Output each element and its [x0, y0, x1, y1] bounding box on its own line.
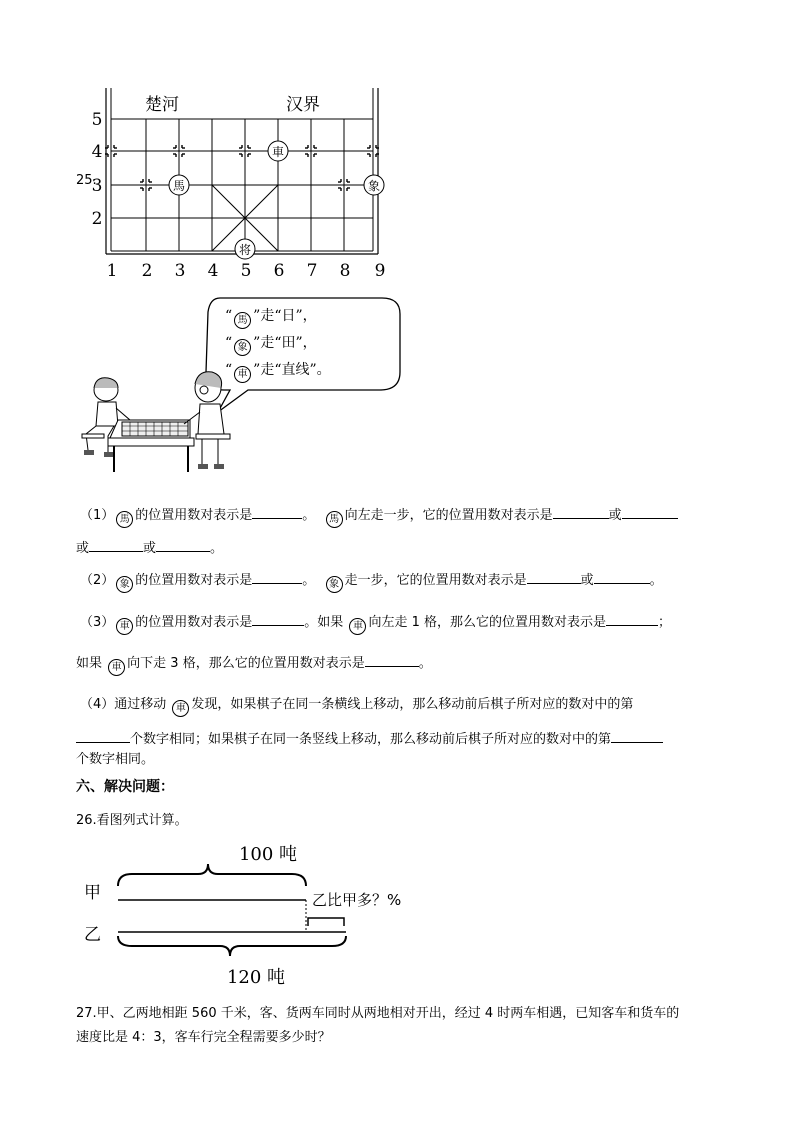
svg-text:将: 将	[238, 243, 252, 257]
q25-sub4-line1: （4）通过移动 車 发现，如果棋子在同一条横线上移动，那么移动前后棋子所对应的数对中的第	[80, 696, 633, 717]
ma-icon: 馬	[234, 312, 251, 329]
bubble-text: “ 馬 ”走“日”， “ 象 ”走“田”， “ 車 ”走“直线”。	[225, 303, 331, 384]
question-26: 26.看图列式计算。	[76, 813, 188, 828]
svg-text:車: 車	[271, 145, 285, 159]
che-icon: 車	[172, 700, 189, 717]
y-axis-label: 2	[91, 209, 103, 229]
top-label: 100 吨	[238, 844, 298, 865]
answer-blank[interactable]	[594, 570, 650, 584]
bottom-label: 120 吨	[226, 967, 286, 988]
xiang-icon: 象	[234, 339, 251, 356]
question-number-25: 25.	[76, 173, 97, 188]
che-icon: 車	[108, 659, 125, 676]
answer-blank[interactable]	[553, 505, 609, 519]
svg-text:馬: 馬	[172, 179, 186, 193]
answer-blank[interactable]	[76, 729, 130, 743]
y-axis-label: 5	[91, 110, 103, 130]
xiang-icon: 象	[326, 576, 343, 593]
x-axis-label: 3	[174, 261, 186, 281]
answer-blank[interactable]	[606, 612, 658, 626]
answer-blank[interactable]	[365, 653, 419, 667]
che-icon: 車	[116, 618, 133, 635]
x-axis-label: 1	[106, 261, 118, 281]
ma-icon: 馬	[326, 511, 343, 528]
x-axis-label: 5	[240, 261, 252, 281]
question-27-line1: 27.甲、乙两地相距 560 千米，客、货两车同时从两地相对开出，经过 4 时两车相遇，已知客车和货车的	[76, 1006, 680, 1021]
piece-xiang	[364, 175, 384, 195]
question-27-line2: 速度比是 4：3，客车行完全程需要多少时？	[76, 1030, 331, 1045]
answer-blank[interactable]	[252, 570, 302, 584]
answer-blank[interactable]	[252, 612, 304, 626]
river-label-left: 楚河	[145, 95, 179, 115]
q25-sub2: （2） 象 的位置用数对表示是 。 象 走一步，它的位置用数对表示是 或 。	[80, 570, 663, 593]
q25-sub4-line2: 个数字相同；如果棋子在同一条竖线上移动，那么移动前后棋子所对应的数对中的第	[76, 729, 663, 749]
x-axis-label: 9	[374, 261, 386, 281]
answer-blank[interactable]	[622, 505, 678, 519]
answer-blank[interactable]	[527, 570, 581, 584]
q25-sub1-line1: （1） 馬 的位置用数对表示是 。 馬 向左走一步，它的位置用数对表示是 或	[80, 505, 678, 528]
piece-ma	[169, 175, 189, 195]
q25-sub3-line2: 如果 車 向下走 3 格，那么它的位置用数对表示是 。	[76, 653, 432, 676]
x-axis-label: 4	[207, 261, 219, 281]
che-icon: 車	[234, 366, 251, 383]
river-label-right: 汉界	[286, 95, 320, 115]
section-title: 六、解决问题：	[76, 779, 174, 795]
row-label-yi: 乙	[84, 925, 101, 945]
x-axis-label: 6	[273, 261, 285, 281]
answer-blank[interactable]	[611, 729, 663, 743]
x-axis-label: 7	[306, 261, 318, 281]
q25-sub1-line2: 或 或 。	[76, 538, 223, 558]
children-playing-chess-illustration	[78, 368, 238, 478]
line-segment-diagram	[80, 838, 440, 993]
answer-blank[interactable]	[89, 538, 143, 552]
piece-che	[268, 141, 288, 161]
x-axis-label: 2	[141, 261, 153, 281]
che-icon: 車	[349, 618, 366, 635]
y-axis-label: 4	[91, 142, 103, 162]
q25-sub3-line1: （3） 車 的位置用数对表示是 。如果 車 向左走 1 格，那么它的位置用数对表示是 ；	[80, 612, 671, 635]
ma-icon: 馬	[116, 511, 133, 528]
q25-sub4-line3: 个数字相同。	[76, 752, 155, 767]
x-axis-label: 8	[339, 261, 351, 281]
y-axis-label: 3	[91, 176, 103, 196]
piece-jiang	[235, 239, 255, 259]
xiang-icon: 象	[116, 576, 133, 593]
chess-board	[90, 84, 400, 284]
row-label-jia: 甲	[84, 883, 101, 903]
svg-text:象: 象	[367, 179, 381, 193]
answer-blank[interactable]	[156, 538, 210, 552]
question-label: 乙比甲多？%	[312, 891, 402, 909]
answer-blank[interactable]	[252, 505, 302, 519]
